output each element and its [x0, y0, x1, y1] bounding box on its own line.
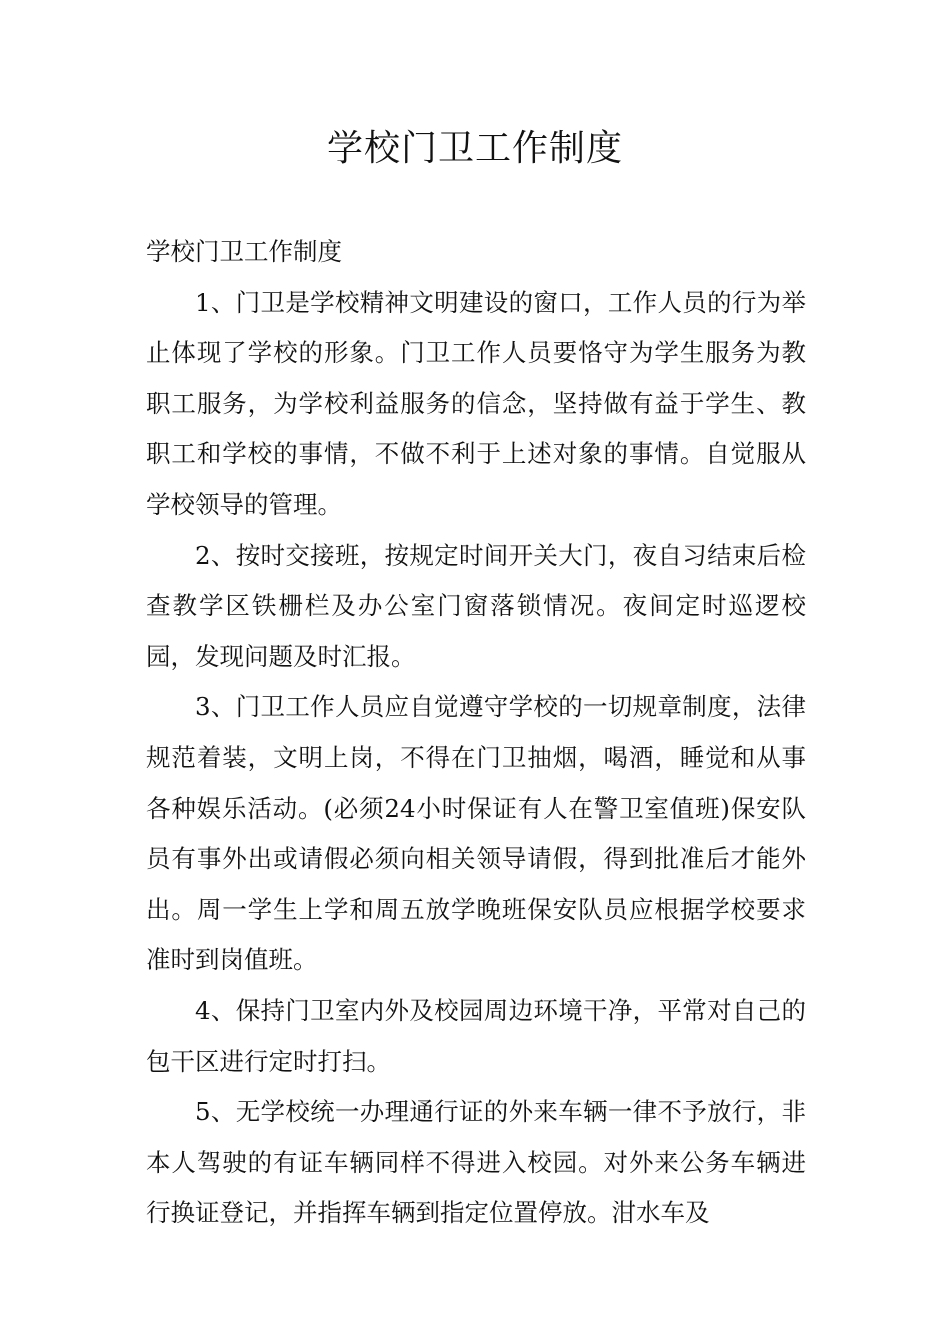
document-subtitle: 学校门卫工作制度: [146, 237, 342, 266]
paragraph-3: 3、门卫工作人员应自觉遵守学校的一切规章制度，法律规范着装，文明上岗，不得在门卫抽烟，喝酒，睡觉和从事各种娱乐活动。(必须24小时保证有人在警卫室值班)保安队员有事外出或请假必须向相关领导请假，得到批准后才能外出。周一学生上学和周五放学晚班保安队员应根据学校要求准时到岗值班。: [146, 692, 806, 975]
paragraph-5: 5、无学校统一办理通行证的外来车辆一律不予放行，非本人驾驶的有证车辆同样不得进入校园。对外来公务车辆进行换证登记，并指挥车辆到指定位置停放。泔水车及: [146, 1097, 806, 1228]
paragraph-2: 2、按时交接班，按规定时间开关大门，夜自习结束后检查教学区铁栅栏及办公室门窗落锁情况。夜间定时巡逻校园，发现问题及时汇报。: [146, 540, 806, 671]
document-title: 学校门卫工作制度: [326, 128, 623, 169]
document-body: [146, 227, 806, 1239]
paragraph-1: 1、门卫是学校精神文明建设的窗口，工作人员的行为举止体现了学校的形象。门卫工作人员要恪守为学生服务为教职工服务，为学校利益服务的信念，坚持做有益于学生、教职工和学校的事情，不做不利于上述对象的事情。自觉服从学校领导的管理。: [146, 287, 806, 519]
paragraph-4: 4、保持门卫室内外及校园周边环境干净，平常对自己的包干区进行定时打扫。: [146, 995, 806, 1076]
